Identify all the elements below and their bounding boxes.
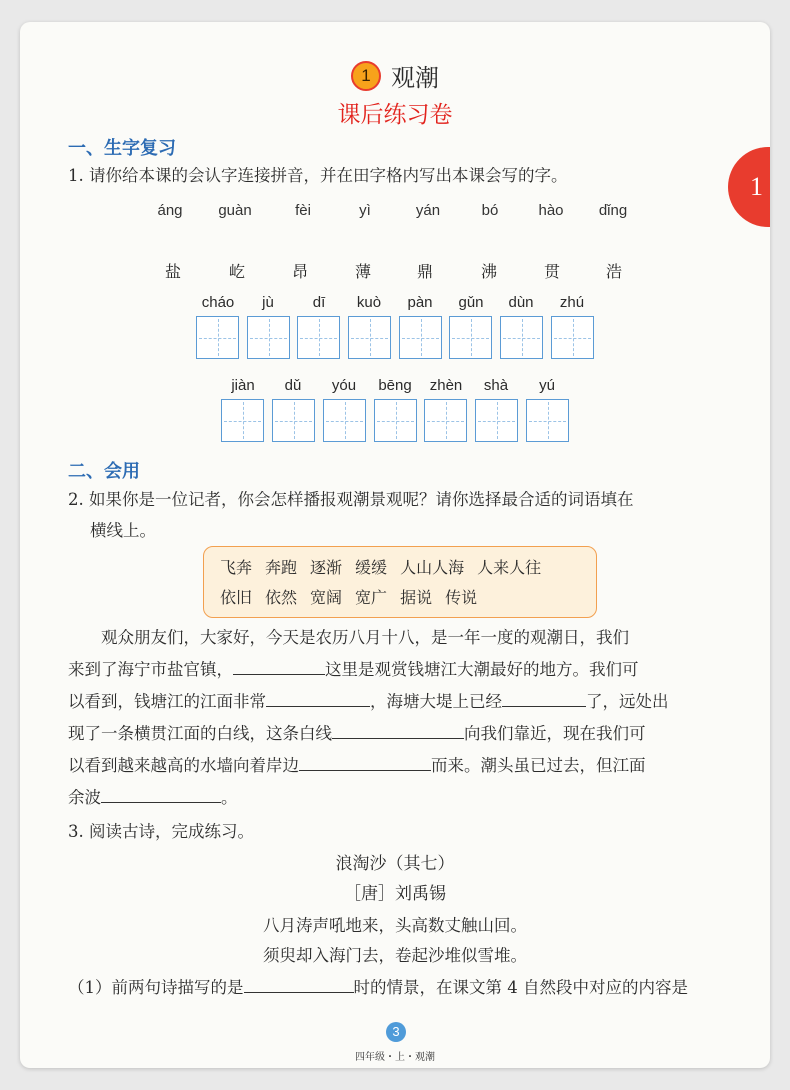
grid-pinyin: cháo [201, 294, 235, 311]
word-option: 宽广 [355, 588, 388, 607]
grid-pinyin: gǔn [458, 294, 484, 311]
pinyin-top: guàn [218, 202, 252, 219]
character: 贯 [543, 262, 561, 281]
grid-pinyin: yú [539, 377, 555, 394]
writing-grid-cell[interactable] [247, 316, 290, 359]
sub-question-1 [68, 972, 732, 1004]
writing-grid-cell[interactable] [399, 316, 442, 359]
page-subtitle: 课后练习卷 [337, 102, 453, 128]
character: 屹 [228, 262, 246, 281]
grid-pinyin: yóu [331, 377, 357, 394]
word-option: 宽阔 [310, 588, 343, 607]
pinyin-top-row [20, 202, 770, 222]
text: 余波 [68, 788, 101, 807]
word-bank [203, 546, 597, 618]
worksheet-page [20, 22, 770, 1068]
writing-grid-cell[interactable] [500, 316, 543, 359]
section2-heading: 二、会用 [68, 461, 140, 482]
grid-pinyin: shà [483, 377, 509, 394]
text: 而来。潮头虽已过去，但江面 [431, 756, 646, 775]
text: 了，远处出 [586, 692, 669, 711]
word-bank-row [220, 555, 554, 578]
question-2 [68, 484, 728, 546]
character-row [20, 259, 770, 281]
page-title [20, 58, 770, 93]
text: 。 [221, 788, 238, 807]
character: 浩 [605, 262, 623, 281]
text: 观众朋友们，大家好，今天是农历八月十八，是一年一度的观潮日，我们 [101, 628, 629, 647]
text: 时的情景，在课文第 4 自然段中对应的内容是 [353, 978, 688, 997]
poem-author: ［唐］刘禹锡 [344, 884, 446, 904]
report-paragraph [68, 622, 732, 814]
text: ，海塘大堤上已经 [370, 692, 502, 711]
pinyin-top: fèi [295, 202, 311, 219]
poem-line: 八月涛声吼地来，头高数丈触山回。 [263, 916, 527, 935]
word-option: 依然 [265, 588, 298, 607]
question-2-line1: 2. 如果你是一位记者，你会怎样播报观潮景观呢？请你选择最合适的词语填在 [68, 490, 634, 509]
text: 以看到，钱塘江的江面非常 [68, 692, 266, 711]
page-number: 3 [386, 1022, 406, 1042]
word-option: 据说 [400, 588, 433, 607]
pinyin-top: dǐng [598, 202, 628, 219]
fill-blank[interactable] [266, 690, 370, 707]
character: 昂 [291, 262, 309, 281]
grid-pinyin: kuò [356, 294, 382, 311]
para-line [68, 750, 732, 782]
fill-blank[interactable] [502, 690, 586, 707]
para-line [68, 718, 732, 750]
word-option: 人山人海 [400, 558, 465, 577]
text: 来到了海宁市盐官镇， [68, 660, 233, 679]
text: 现了一条横贯江面的白线，这条白线 [68, 724, 332, 743]
question-1: 1. 请你给本课的会认字连接拼音，并在田字格内写出本课会写的字。 [68, 166, 568, 185]
writing-grid-cell[interactable] [526, 399, 569, 442]
poem-title: 浪淘沙（其七） [335, 854, 455, 874]
writing-grid-cell[interactable] [272, 399, 315, 442]
grid-pinyin: jù [262, 294, 274, 311]
fill-blank[interactable] [332, 722, 464, 739]
para-line [68, 686, 732, 718]
pinyin-top: hào [538, 202, 564, 219]
character: 盐 [164, 262, 182, 281]
pinyin-top: yì [359, 202, 371, 219]
grid-pinyin: bēng [378, 377, 412, 394]
text: 这里是观赏钱塘江大潮最好的地方。我们可 [325, 660, 639, 679]
pinyin-top: yán [415, 202, 441, 219]
word-option: 依旧 [220, 588, 253, 607]
character: 薄 [354, 262, 372, 281]
writing-grid-cell[interactable] [297, 316, 340, 359]
para-line [68, 654, 732, 686]
word-option: 逐渐 [310, 558, 343, 577]
lesson-number-badge: 1 [351, 61, 381, 91]
question-2-line2: 横线上。 [90, 521, 156, 540]
writing-grid-cell[interactable] [424, 399, 467, 442]
grid-pinyin: dùn [508, 294, 534, 311]
grid-pinyin: zhú [559, 294, 585, 311]
para-line [68, 782, 732, 814]
pinyin-top: áng [157, 202, 183, 219]
word-option: 飞奔 [220, 558, 253, 577]
grid-pinyin: dī [312, 294, 326, 311]
writing-grid-cell[interactable] [221, 399, 264, 442]
writing-grid-cell[interactable] [374, 399, 417, 442]
character: 沸 [480, 262, 498, 281]
writing-grid-cell[interactable] [348, 316, 391, 359]
word-option: 奔跑 [265, 558, 298, 577]
grid-pinyin: jiàn [231, 377, 255, 394]
character: 鼎 [416, 262, 434, 281]
text: 以看到越来越高的水墙向着岸边 [68, 756, 299, 775]
fill-blank[interactable] [244, 976, 354, 993]
question-3: 3. 阅读古诗，完成练习。 [68, 822, 254, 841]
grid-pinyin: zhèn [429, 377, 463, 394]
writing-grid-cell[interactable] [196, 316, 239, 359]
word-bank-row [220, 585, 490, 608]
writing-grid-cell[interactable] [551, 316, 594, 359]
writing-grid-cell[interactable] [475, 399, 518, 442]
fill-blank[interactable] [299, 754, 431, 771]
page-footer: 四年级・上・观潮 [355, 1052, 435, 1063]
side-tab: 1 [728, 147, 770, 227]
word-option: 传说 [445, 588, 478, 607]
word-option: 缓缓 [355, 558, 388, 577]
poem-line: 须臾却入海门去，卷起沙堆似雪堆。 [263, 946, 527, 965]
word-option: 人来人往 [477, 558, 542, 577]
pinyin-top: bó [481, 202, 499, 219]
writing-grid-cell[interactable] [449, 316, 492, 359]
grid-pinyin: dǔ [284, 377, 302, 394]
para-line [68, 622, 732, 654]
fill-blank[interactable] [101, 786, 221, 803]
writing-grid-cell[interactable] [323, 399, 366, 442]
section1-heading: 一、生字复习 [68, 138, 176, 159]
lesson-title: 观潮 [391, 64, 439, 92]
text: 向我们靠近，现在我们可 [464, 724, 646, 743]
fill-blank[interactable] [233, 658, 325, 675]
grid-pinyin: pàn [407, 294, 433, 311]
text: （1）前两句诗描写的是 [68, 978, 244, 997]
